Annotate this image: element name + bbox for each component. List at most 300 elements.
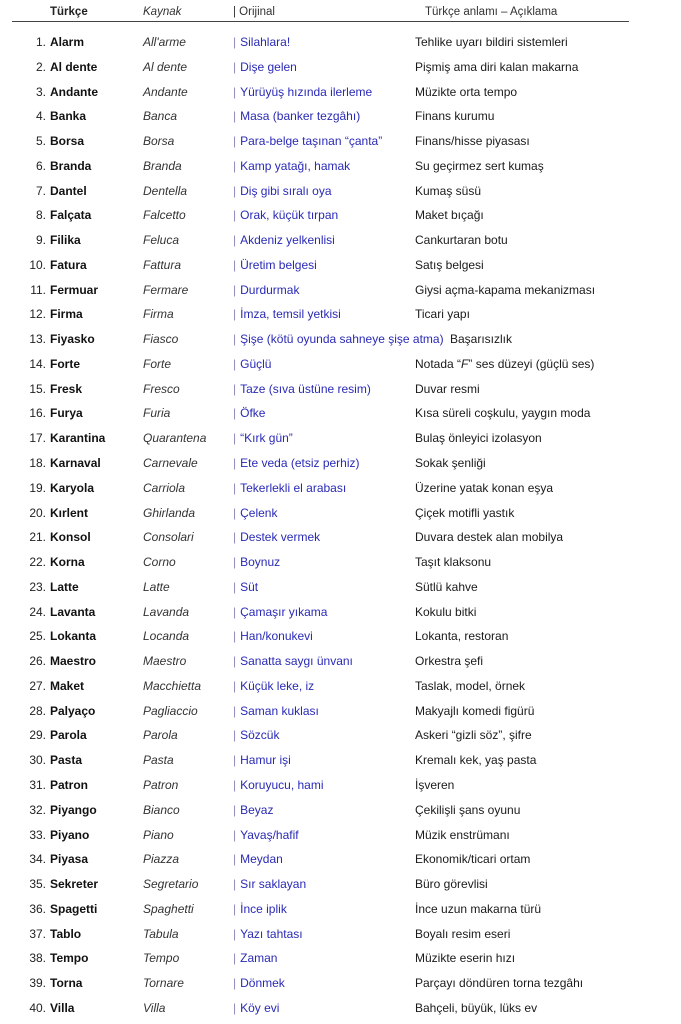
turkish-term: Fatura [50,257,87,272]
source-word: Latte [143,579,170,594]
list-item [0,847,681,872]
item-number: 4. [35,109,46,124]
column-separator: | [233,926,237,941]
source-word: Fattura [143,257,182,272]
turkish-meaning: Üzerine yatak konan eşya [415,480,554,495]
turkish-term: Konsol [50,530,91,545]
original-meaning-text: Yazı tahtası [240,926,303,941]
column-separator: | [233,976,237,991]
list-item [0,624,681,649]
turkish-meaning: Parçayı döndüren torna tezgâhı [415,976,584,991]
turkish-term: Maestro [50,654,97,669]
list-item [0,104,681,129]
item-number: 16. [29,406,46,421]
original-meaning [233,55,297,80]
list-item [0,30,681,55]
list-item [0,426,681,451]
source-word: Fermare [143,282,189,297]
column-separator: | [233,852,237,867]
list-item [0,451,681,476]
list-item [0,897,681,922]
turkish-meaning: Su geçirmez sert kumaş [415,158,544,173]
source-word: Carnevale [143,456,198,471]
turkish-term: Palyaço [50,703,96,718]
turkish-meaning: Taslak, model, örnek [415,678,526,693]
original-meaning-text: Orak, küçük tırpan [240,208,339,223]
source-word: Pasta [143,753,174,768]
turkish-meaning: Bulaş önleyici izolasyon [415,431,542,446]
original-meaning-text: Han/konukevi [240,629,313,644]
turkish-meaning: Sütlü kahve [415,579,478,594]
turkish-meaning: Duvar resmi [415,381,480,396]
original-meaning [233,352,271,377]
original-meaning [233,946,277,971]
turkish-term: Parola [50,728,87,743]
turkish-term: Alarm [50,35,85,49]
item-number: 22. [29,555,46,570]
turkish-term: Tablo [50,926,82,941]
list-item [0,575,681,600]
turkish-meaning: Duvara destek alan mobilya [415,530,564,545]
item-number: 36. [29,901,46,916]
original-meaning [233,649,353,674]
item-number: 40. [29,1000,46,1015]
column-separator: | [233,406,237,421]
item-number: 13. [29,332,46,347]
list-item [0,327,681,352]
column-separator: | [233,356,237,371]
turkish-term: Piyano [50,827,90,842]
item-number: 38. [29,951,46,966]
turkish-meaning: Lokanta, restoran [415,629,509,644]
original-meaning [233,996,279,1021]
turkish-meaning: Satış belgesi [415,257,484,272]
item-number: 8. [35,208,46,223]
turkish-meaning: Pişmiş ama diri kalan makarna [415,59,579,74]
original-meaning [233,773,324,798]
turkish-term: Maket [50,678,85,693]
source-word: Forte [143,356,172,371]
original-meaning [233,699,319,724]
column-separator: | [233,59,237,74]
turkish-term: Pasta [50,753,83,768]
original-meaning-text: İnce iplik [240,901,287,916]
source-word: Segretario [143,877,199,892]
turkish-meaning: Askeri “gizli söz”, şifre [415,728,532,743]
source-word: Tornare [143,976,184,991]
turkish-meaning: İnce uzun makarna türü [415,901,542,916]
original-meaning [233,600,327,625]
source-word: Furia [143,406,171,421]
source-word: Carriola [143,480,186,495]
turkish-term: Andante [50,84,98,99]
source-word: Macchietta [143,678,202,693]
turkish-meaning: Boyalı resim eseri [415,926,511,941]
item-number: 37. [29,926,46,941]
source-word: Lavanda [143,604,190,619]
turkish-meaning: Orkestra şefi [415,654,484,669]
item-number: 31. [29,777,46,792]
list-item [0,501,681,526]
original-meaning [233,426,293,451]
item-number: 34. [29,852,46,867]
original-meaning-text: Sanatta saygı ünvanı [240,654,353,669]
source-word: Pagliaccio [143,703,198,718]
original-meaning-text: Hamur işi [240,753,291,768]
turkish-meaning: Kremalı kek, yaş pasta [415,753,537,768]
source-word: Ghirlanda [143,505,196,520]
item-number: 25. [29,629,46,644]
list-item [0,525,681,550]
original-meaning [233,476,346,501]
turkish-meaning: Bahçeli, büyük, lüks ev [415,1000,538,1015]
item-number: 3. [35,84,46,99]
original-meaning [233,723,279,748]
item-number: 15. [29,381,46,396]
turkish-term: Forte [50,356,80,371]
turkish-term: Fermuar [50,282,99,297]
source-word: Piano [143,827,174,842]
column-separator: | [233,183,237,198]
original-meaning [233,823,299,848]
list-item [0,377,681,402]
column-separator: | [233,753,237,768]
list-item [0,748,681,773]
original-meaning [233,278,299,303]
column-separator: | [233,158,237,173]
column-separator: | [233,505,237,520]
word-list [0,30,681,1021]
list-item [0,154,681,179]
item-number: 35. [29,877,46,892]
source-word: Villa [143,1000,166,1015]
source-word: Spaghetti [143,901,194,916]
original-meaning-text: Tekerlekli el arabası [240,480,347,495]
column-separator: | [233,381,237,396]
header-turkce: Türkçe [50,6,88,18]
source-word: Patron [143,777,179,792]
turkish-term: Piyango [50,802,97,817]
column-separator: | [233,877,237,892]
item-number: 27. [29,678,46,693]
meaning-part: Notada “ [415,356,462,371]
original-meaning [233,550,280,575]
list-item [0,302,681,327]
turkish-term: Lavanta [50,604,96,619]
item-number: 10. [29,257,46,272]
source-word: Falcetto [143,208,186,223]
original-meaning-text: Yürüyüş hızında ilerleme [240,84,373,99]
turkish-term: Karyola [50,480,95,495]
original-meaning-text: Dişe gelen [240,59,297,74]
list-item [0,922,681,947]
original-meaning-text: Süt [240,579,259,594]
source-word: Banca [143,109,178,124]
original-meaning-text: Silahlara! [240,35,291,49]
original-meaning-text: Güçlü [240,356,272,371]
list-item [0,253,681,278]
source-word: Andante [143,84,188,99]
original-meaning [233,922,303,947]
item-number: 39. [29,976,46,991]
column-separator: | [233,579,237,594]
original-meaning [233,30,290,55]
column-separator: | [233,233,237,248]
original-meaning-text: Destek vermek [240,530,321,545]
turkish-meaning: Tehlike uyarı bildiri sistemleri [415,35,568,49]
original-meaning-text: Öfke [240,406,266,421]
original-meaning [233,302,341,327]
item-number: 33. [29,827,46,842]
source-word: Piazza [143,852,180,867]
column-separator: | [233,901,237,916]
item-number: 24. [29,604,46,619]
original-meaning-text: İmza, temsil yetkisi [240,307,341,322]
list-item [0,946,681,971]
source-word: All'arme [143,35,186,49]
original-meaning [233,451,360,476]
turkish-term: Fiyasko [50,332,95,347]
item-number: 29. [29,728,46,743]
source-word: Branda [143,158,182,173]
turkish-meaning: Kumaş süsü [415,183,482,198]
column-separator: | [233,802,237,817]
source-word: Dentella [143,183,188,198]
source-word: Fiasco [143,332,179,347]
original-meaning [233,253,317,278]
original-meaning-text: Koruyucu, hami [240,777,324,792]
original-meaning [233,154,350,179]
list-item [0,55,681,80]
list-item [0,550,681,575]
turkish-meaning [415,352,594,377]
original-meaning [233,401,265,426]
original-meaning-text: Ete veda (etsiz perhiz) [240,456,360,471]
original-meaning [233,377,371,402]
list-item [0,773,681,798]
original-meaning-text: Diş gibi sıralı oya [240,183,332,198]
original-meaning-text: Taze (sıva üstüne resim) [240,381,371,396]
header-kaynak: Kaynak [143,6,182,18]
list-item [0,798,681,823]
original-meaning [233,897,287,922]
source-word: Borsa [143,134,175,149]
original-meaning-text: Dönmek [240,976,285,991]
source-word: Feluca [143,233,180,248]
original-meaning-text: Sır saklayan [240,877,307,892]
turkish-meaning: Kısa süreli coşkulu, yaygın moda [415,406,591,421]
turkish-meaning: Büro görevlisi [415,877,488,892]
list-item [0,278,681,303]
original-meaning [233,80,372,105]
source-word: Parola [143,728,178,743]
source-word: Maestro [143,654,187,669]
source-word: Fresco [143,381,180,396]
turkish-meaning: Kokulu bitki [415,604,477,619]
turkish-term: Torna [50,976,83,991]
original-meaning-text: Üretim belgesi [240,257,317,272]
turkish-meaning: Cankurtaran botu [415,233,508,248]
column-separator: | [233,629,237,644]
column-separator: | [233,282,237,297]
turkish-term: Sekreter [50,877,99,892]
turkish-term: Villa [50,1000,75,1015]
item-number: 14. [29,356,46,371]
meaning-part: ” ses düzeyi (güçlü ses) [468,356,595,371]
source-word: Al dente [143,59,188,74]
list-item [0,872,681,897]
turkish-meaning: Finans/hisse piyasası [415,134,530,149]
column-separator: | [233,35,237,49]
column-separator: | [233,951,237,966]
original-meaning-text: Küçük leke, iz [240,678,315,693]
turkish-term: Banka [50,109,87,124]
original-meaning-text: Beyaz [240,802,274,817]
item-number: 20. [29,505,46,520]
turkish-term: Korna [50,555,85,570]
header-orijinal: | Orijinal [233,6,275,18]
original-meaning [233,872,306,897]
original-meaning-text: Masa (banker tezgâhı) [240,109,361,124]
original-meaning-text: Sözcük [240,728,280,743]
meaning-emphasis: F [461,356,469,371]
original-meaning [233,203,338,228]
turkish-term: Latte [50,579,79,594]
item-number: 2. [35,59,46,74]
column-separator: | [233,530,237,545]
turkish-term: Dantel [50,183,87,198]
source-word: Tempo [143,951,180,966]
column-separator: | [233,728,237,743]
list-item [0,649,681,674]
turkish-term: Borsa [50,134,85,149]
item-number: 11. [30,282,46,297]
turkish-term: Piyasa [50,852,89,867]
column-separator: | [233,84,237,99]
original-meaning [233,104,360,129]
turkish-meaning: Başarısızlık [450,332,513,347]
turkish-meaning: Müzikte orta tempo [415,84,518,99]
turkish-meaning: Finans kurumu [415,109,495,124]
original-meaning-text: Kamp yatağı, hamak [240,158,351,173]
turkish-meaning: Taşıt klaksonu [415,555,492,570]
original-meaning-text: Durdurmak [240,282,300,297]
turkish-meaning: Ticari yapı [415,307,470,322]
source-word: Locanda [143,629,190,644]
original-meaning [233,575,258,600]
source-word: Corno [143,555,176,570]
column-separator: | [233,332,237,347]
original-meaning [233,674,314,699]
original-meaning-text: Akdeniz yelkenlisi [240,233,335,248]
item-number: 19. [29,480,46,495]
item-number: 12. [29,307,46,322]
item-number: 30. [29,753,46,768]
turkish-term: Kırlent [50,505,89,520]
source-word: Quarantena [143,431,207,446]
column-separator: | [233,431,237,446]
original-meaning [233,228,335,253]
turkish-meaning: Makyajlı komedi figürü [415,703,535,718]
turkish-meaning: Maket bıçağı [415,208,484,223]
list-item [0,699,681,724]
column-separator: | [233,109,237,124]
list-item [0,723,681,748]
list-item [0,203,681,228]
original-meaning-text: Yavaş/hafif [240,827,299,842]
turkish-term: Al dente [50,59,98,74]
original-meaning [233,624,313,649]
item-number: 28. [29,703,46,718]
original-meaning-text: Boynuz [240,555,281,570]
item-number: 17. [29,431,46,446]
original-meaning [233,847,283,872]
turkish-meaning: Çiçek motifli yastık [415,505,515,520]
original-meaning-text: Şişe (kötü oyunda sahneye şişe atma) [240,332,444,347]
turkish-term: Karnaval [50,456,101,471]
original-meaning-text: “Kırk gün” [240,431,293,446]
original-meaning-text: Köy evi [240,1000,280,1015]
source-word: Tabula [143,926,179,941]
list-item [0,179,681,204]
item-number: 26. [29,654,46,669]
column-separator: | [233,208,237,223]
original-meaning-text: Meydan [240,852,283,867]
original-meaning-text: Para-belge taşınan “çanta” [240,134,383,149]
turkish-meaning: Çekilişli şans oyunu [415,802,521,817]
list-item [0,352,681,377]
turkish-term: Karantina [50,431,106,446]
item-number: 1. [35,35,46,49]
list-item [0,129,681,154]
list-item [0,228,681,253]
column-separator: | [233,827,237,842]
original-meaning [233,798,273,823]
original-meaning [233,501,277,526]
list-item [0,80,681,105]
turkish-meaning: Müzik enstrümanı [415,827,510,842]
column-separator: | [233,257,237,272]
original-meaning [233,525,320,550]
original-meaning-text: Çelenk [240,505,278,520]
turkish-term: Filika [50,233,81,248]
list-item [0,476,681,501]
source-word: Firma [143,307,174,322]
column-separator: | [233,480,237,495]
item-number: 21. [29,530,46,545]
original-meaning-text: Çamaşır yıkama [240,604,328,619]
item-number: 7. [35,183,46,198]
item-number: 6. [35,158,46,173]
column-separator: | [233,1000,237,1015]
turkish-term: Branda [50,158,92,173]
list-item [0,600,681,625]
original-meaning [233,748,291,773]
list-item [0,674,681,699]
header-divider [12,21,629,22]
list-item [0,971,681,996]
original-meaning-text: Zaman [240,951,278,966]
turkish-term: Firma [50,307,83,322]
list-item [0,823,681,848]
turkish-meaning: Ekonomik/ticari ortam [415,852,531,867]
list-item [0,401,681,426]
item-number: 9. [35,233,46,248]
original-meaning [233,971,285,996]
turkish-term: Falçata [50,208,92,223]
table-header [0,0,681,22]
list-item [0,996,681,1021]
